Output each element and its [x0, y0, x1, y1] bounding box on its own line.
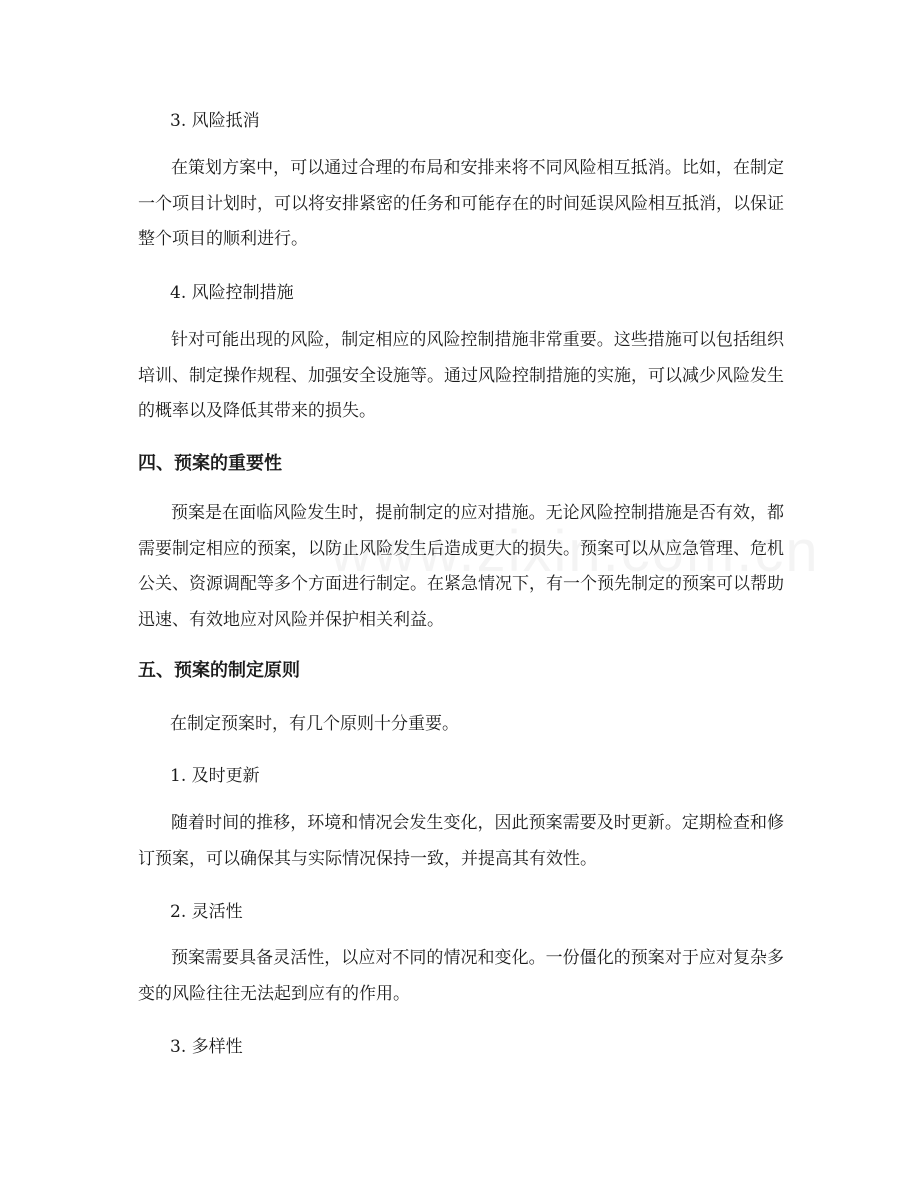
principle-2-title: 2. 灵活性	[170, 902, 243, 922]
principle-1-title: 1. 及时更新	[170, 766, 260, 786]
principles-intro: 在制定预案时，有几个原则十分重要。	[170, 714, 459, 734]
heading-importance: 四、预案的重要性	[138, 453, 282, 474]
section-4-body: 针对可能出现的风险，制定相应的风险控制措施非常重要。这些措施可以包括组织培训、制定操作规程、加强安全设施等。通过风险控制措施的实施，可以减少风险发生的概率以及降低其带来的损失。	[138, 330, 784, 421]
principle-1-body: 随着时间的推移，环境和情况会发生变化，因此预案需要及时更新。定期检查和修订预案，可以确保其与实际情况保持一致，并提高其有效性。	[138, 813, 784, 869]
section-4-title: 4. 风险控制措施	[170, 283, 294, 303]
section-3-body: 在策划方案中，可以通过合理的布局和安排来将不同风险相互抵消。比如，在制定一个项目计划时，可以将安排紧密的任务和可能存在的时间延误风险相互抵消，以保证整个项目的顺利进行。	[138, 158, 784, 249]
section-3-title: 3. 风险抵消	[170, 111, 260, 131]
heading-principles: 五、预案的制定原则	[138, 660, 300, 681]
principle-3-title: 3. 多样性	[170, 1037, 243, 1057]
principle-2-body: 预案需要具备灵活性，以应对不同的情况和变化。一份僵化的预案对于应对复杂多变的风险往往无法起到应有的作用。	[138, 948, 784, 1004]
importance-body: 预案是在面临风险发生时，提前制定的应对措施。无论风险控制措施是否有效，都需要制定相应的预案，以防止风险发生后造成更大的损失。预案可以从应急管理、危机公关、资源调配等多个方面进行制定。在紧急情况下，有一个预先制定的预案可以帮助迅速、有效地应对风险并保护相关利益。	[138, 503, 784, 630]
